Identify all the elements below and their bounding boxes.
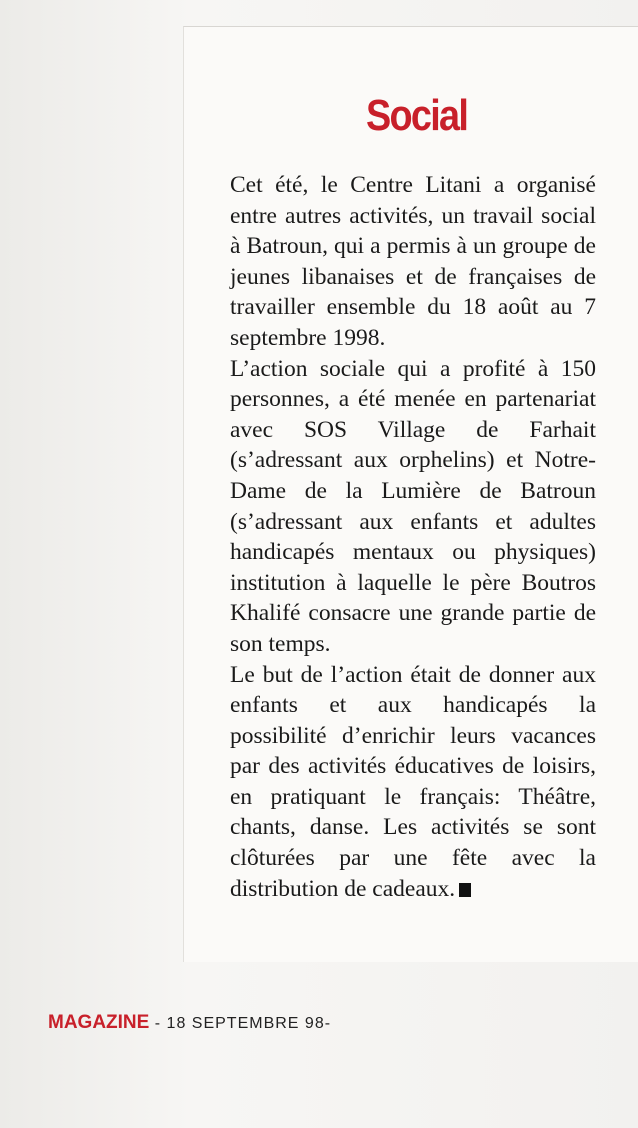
- show-through: [186, 118, 192, 144]
- article-paragraph-1: Cet été, le Centre Litani a organisé entre autres activités, un travail social à Batroun, qui a permis à un groupe de jeunes libanaises et de françaises de travailler ensemble du 18 août au 7 septembre 1998.: [230, 172, 596, 351]
- end-of-article-square-icon: [459, 883, 471, 897]
- article-paragraph-3-text: Le but de l’action était de donner aux enfants et aux handicapés la possibilité d’enrichir leurs vacances par des activités éducatives de loisirs, en pratiquant le français: Théâtre, chants, danse. Les activités se sont clôturées par une fête avec la distribution de cadeaux.: [230, 661, 596, 902]
- magazine-brand: MAGAZINE: [48, 1012, 150, 1033]
- footer-date: 18 SEPTEMBRE 98-: [166, 1015, 332, 1032]
- article-heading: Social: [366, 91, 468, 140]
- page-footer: [48, 1012, 331, 1034]
- footer-separator: -: [149, 1015, 167, 1032]
- article-body: [230, 170, 596, 904]
- article-paragraph-2: L’action sociale qui a profité à 150 personnes, a été menée en partenariat avec SOS Village de Farhait (s’adressant aux orphelins) et Notre-Dame de la Lumière de Batroun (s’adressant aux enfants et adultes handicapés mentaux ou physiques) institution à laquelle le père Boutros Khalifé consacre une grande partie de son temps.: [230, 355, 596, 657]
- article-paragraph-3: [230, 660, 596, 905]
